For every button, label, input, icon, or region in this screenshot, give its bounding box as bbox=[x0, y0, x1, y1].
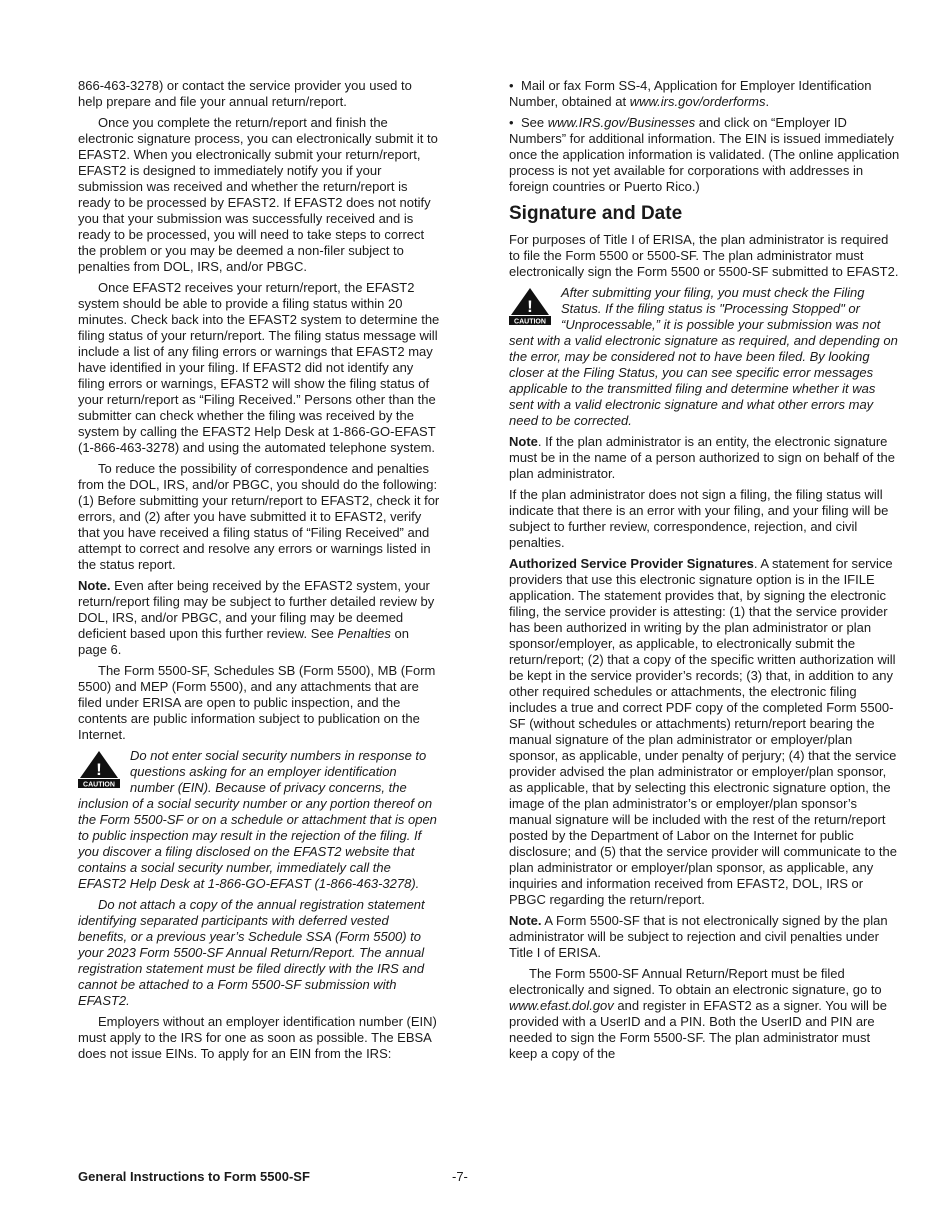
right-column bbox=[509, 78, 901, 1067]
caution-label: CAUTION bbox=[83, 781, 115, 788]
bullet-icon: • bbox=[509, 78, 514, 93]
caution-text-part: on the Form 5500-SF or on a schedule or attachment that is open to public inspection may result in the rejection of the filing. If you discover a filing disclosed on the EFAST2 website that contains a social security number, immediately call the EFAST2 Help Desk at 1-866-GO-EFAST (1-866-463-3278). bbox=[78, 796, 437, 891]
note-text: . If the plan administrator is an entity, the electronic signature must be in the name of a person authorized to sign on behalf of the plan administrator. bbox=[509, 434, 895, 481]
caution-icon bbox=[78, 750, 120, 788]
note-text: Even after being received by the EFAST2 system, your return/report filing may be subject to further detailed review by DOL, IRS, and/or PBGC, and your filing may be deemed deficient based upon this further review. See bbox=[78, 578, 435, 641]
paragraph-text: The Form 5500-SF Annual Return/Report must be filed electronically and signed. To obtain an electronic signature, go to bbox=[509, 966, 882, 997]
footer-title: General Instructions to Form 5500-SF bbox=[78, 1169, 310, 1184]
bullet-text: . bbox=[765, 94, 770, 109]
bullet-text: Mail or fax Form SS-4, Application for Employer Identification Number, obtained at bbox=[509, 78, 872, 109]
note-label: Note. bbox=[78, 578, 111, 593]
bullet-item bbox=[509, 78, 901, 110]
note-label: Note. bbox=[509, 913, 542, 928]
bullet-icon: • bbox=[509, 115, 514, 130]
paragraph: Employers without an employer identification number (EIN) must apply to the IRS for one as soon as possible. The EBSA does not issue EINs. To apply for an EIN from the IRS: bbox=[78, 1014, 437, 1061]
caution-exclamation: ! bbox=[96, 760, 102, 779]
caution-text-part: or any portion thereof bbox=[290, 796, 415, 811]
asps-text: . A statement for service providers that use this electronic signature option is in the IFILE application. The statement provides that, by signing the electronic filing, the service provider is attesting: (1) that the service provider has been authorized in writing by the plan administrator or plan sponsor/employer, as applicable, to electronically submit the return/report; (2) that a copy of the specific written authorization will be kept in the service provider’s records; (3) that, in addition to any other required schedules or attachments, the electronic filing includes a true and correct PDF copy of the completed Form 5500-SF (without schedules or attachments) return/report bearing the manual signature of the plan administrator or employer/plan sponsor, as applicable, under penalty of perjury; (4) that the service provider advised the plan administrator or employer/plan sponsor, as applicable, that by selecting this electronic signature option, the image of the plan administrator’s or employer/plan sponsor’s manual signature will be included with the rest of the return/report posted by the Department of Labor on the Internet for public disclosure; and (5) that the service provider will communicate to the plan administrator or employer/plan sponsor, as applicable, any inquiries and information received from EFAST2, DOL, IRS or PBGC regarding the return/report. bbox=[509, 556, 898, 907]
note-paragraph bbox=[509, 434, 901, 482]
caution-exclamation: ! bbox=[527, 297, 533, 316]
orderforms-link[interactable]: www.irs.gov/orderforms bbox=[629, 94, 766, 109]
paragraph: Once you complete the return/report and finish the electronic signature process, you can electronically submit it to EFAST2. When you electronically submit your return/report, EFAST2 is designed to immediately notify you if your submission was received and whether the return/report is ready to be processed by EFAST2. If EFAST2 does not notify you that your submission was successfully received and is ready to be processed, you will need to take steps to correct the problem or you may be deemed a non-filer subject to penalties from DOL, IRS, and/or PBGC. bbox=[78, 115, 438, 274]
penalties-reference: Penalties bbox=[337, 626, 391, 641]
paragraph: To reduce the possibility of correspondence and penalties from the DOL, IRS, and/or PBGC, you should do the following: (1) Before submitting your return/report to EFAST2, check it for errors, and (2) after you have submitted it to EFAST2, verify that you have received a filing status of “Filing Received” and attempt to correct and resolve any errors or warnings listed in the status report. bbox=[78, 461, 440, 572]
note-text: A Form 5500-SF that is not electronically signed by the plan administrator will be subject to rejection and civil penalties under Title I of ERISA. bbox=[509, 913, 888, 960]
caution-text: After submitting your filing, you must check the Filing Status. If the filing status is "Processing Stopped" or “Unprocessable,” it is possible your submission was not sent with a valid electronic signature as required, and depending on the error, may be considered not to have been filed. By looking closer at the Filing Status, you can see specific error messages applicable to the transmitted filing and determine whether it was sent with a valid electronic signature and what other errors may need to be corrected. bbox=[509, 285, 898, 428]
asps-label: Authorized Service Provider Signatures bbox=[509, 556, 754, 571]
bullet-text: and click on “Employer ID Numbers” for additional information. The EIN is issued immediately once the application information is validated. (The online application process is not yet available for corporations with addresses in foreign countries or Puerto Rico.) bbox=[509, 115, 900, 194]
paragraph: 866-463-3278) or contact the service provider you used to help prepare and file your annual return/report. bbox=[78, 78, 412, 109]
bullet-text: See bbox=[521, 115, 548, 130]
left-column bbox=[78, 78, 440, 1067]
caution-block bbox=[509, 285, 901, 429]
caution-text-part: Do not enter social security numbers in response to questions asking for an employer identification number (EIN). Because of privacy concerns, the inclusion of a social security number bbox=[78, 748, 427, 811]
bullet-item bbox=[509, 115, 901, 195]
paragraph: For purposes of Title I of ERISA, the plan administrator is required to file the Form 5500 or 5500-SF. The plan administrator must electronically sign the Form 5500 or 5500-SF submitted to EFAST2. bbox=[509, 232, 899, 279]
irs-businesses-link[interactable]: www.IRS.gov/Businesses bbox=[547, 115, 696, 130]
note-paragraph bbox=[78, 578, 440, 658]
paragraph: Once EFAST2 receives your return/report, the EFAST2 system should be able to provide a filing status within 20 minutes. Check back into the EFAST2 system to determine the filing status of your return/report. The filing status message will include a list of any filing errors or warnings that EFAST2 may have identified in your filing. If EFAST2 did not identify any filing errors or warnings, EFAST2 will show the filing status of your return/report as “Filing Received.” Persons other than the submitter can check whether the filing was received by the system by calling the EFAST2 Help Desk at 1-866-GO-EFAST (1-866-463-3278) and using the automated telephone system. bbox=[78, 280, 440, 455]
caution-icon bbox=[509, 287, 551, 325]
note-paragraph bbox=[509, 913, 901, 961]
paragraph bbox=[509, 966, 901, 1062]
note-label: Note bbox=[509, 434, 538, 449]
paragraph: Do not attach a copy of the annual registration statement identifying separated participants with deferred vested benefits, or a previous year’s Schedule SSA (Form 5500) to your 2023 Form 5500-SF Annual Return/Report. The annual registration statement must be filed directly with the IRS and cannot be attached to a Form 5500-SF submission with EFAST2. bbox=[78, 897, 425, 1008]
section-heading: Signature and Date bbox=[509, 203, 683, 224]
asps-paragraph bbox=[509, 556, 901, 908]
paragraph-text: and register in EFAST2 as a signer. You will be provided with a UserID and a PIN. Both the UserID and PIN are needed to sign the Form 5500-SF. The plan administrator must keep a copy of the bbox=[509, 998, 887, 1061]
paragraph: If the plan administrator does not sign a filing, the filing status will indicate that there is an error with your filing, and your filing will be subject to further review, correspondence, rejection, and civil penalties. bbox=[509, 487, 889, 550]
caution-text bbox=[78, 748, 440, 892]
note-text: on page 6. bbox=[78, 626, 409, 657]
caution-block bbox=[78, 748, 440, 892]
caution-label: CAUTION bbox=[514, 318, 546, 325]
paragraph: The Form 5500-SF, Schedules SB (Form 5500), MB (Form 5500) and MEP (Form 5500), and any attachments that are filed under ERISA are open to public inspection, and the contents are public information subject to publication on the Internet. bbox=[78, 663, 436, 742]
page-number: -7- bbox=[452, 1169, 468, 1184]
efast-link[interactable]: www.efast.dol.gov bbox=[509, 998, 614, 1013]
